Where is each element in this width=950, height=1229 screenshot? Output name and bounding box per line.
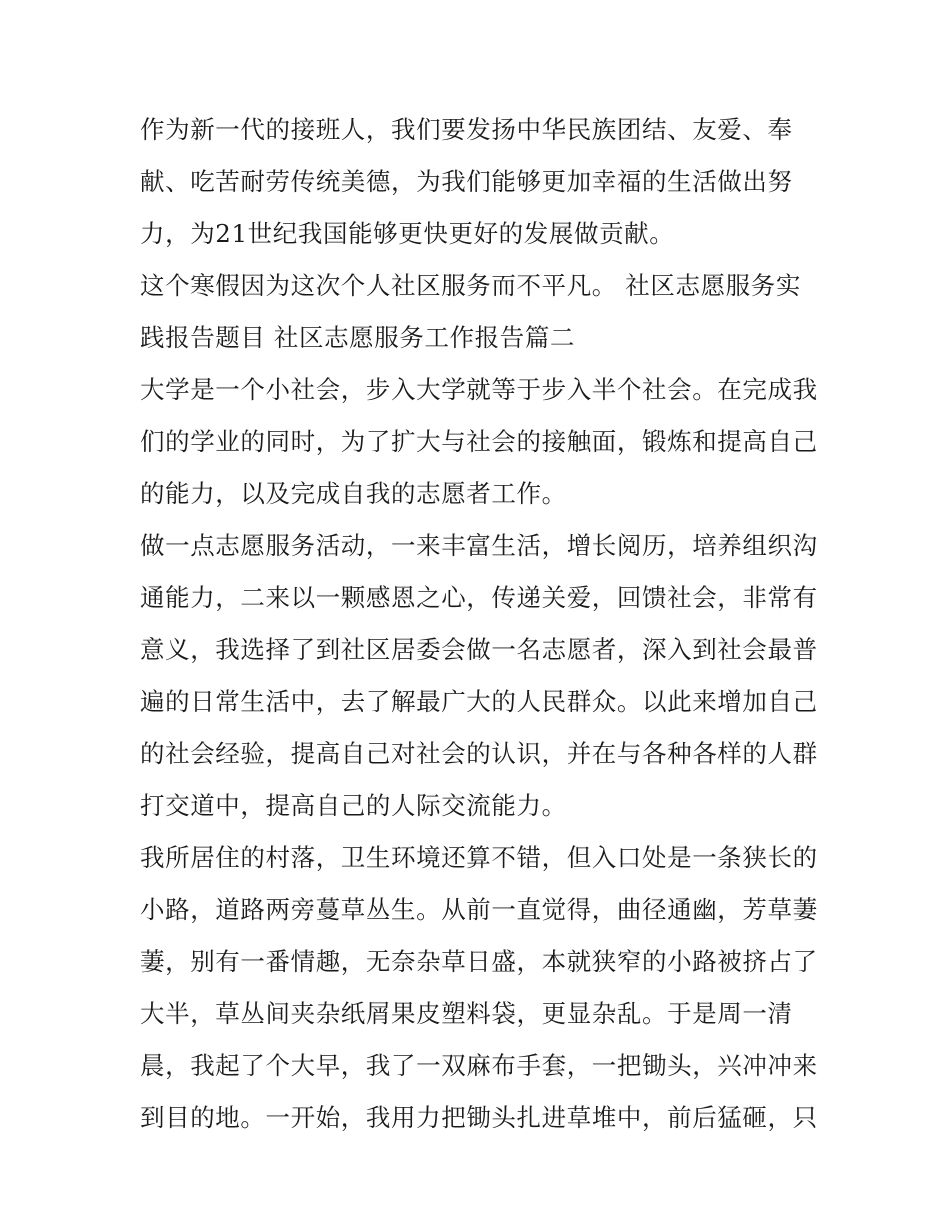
text-line: 的能力，以及完成自我的志愿者工作。 — [140, 479, 567, 508]
text-line: 这个寒假因为这次个人社区服务而不平凡。 社区志愿服务实 — [140, 271, 801, 300]
text-line: 打交道中，提高自己的人际交流能力。 — [140, 791, 567, 820]
text-line: 萋，别有一番情趣，无奈杂草日盛，本就狭窄的小路被挤占了 — [140, 947, 818, 976]
text-line: 献、吃苦耐劳传统美德，为我们能够更加幸福的生活做出努 — [140, 167, 793, 196]
text-line: 大半，草丛间夹杂纸屑果皮塑料袋，更显杂乱。于是周一清 — [140, 999, 793, 1028]
text-line: 作为新一代的接班人，我们要发扬中华民族团结、友爱、奉 — [140, 115, 793, 144]
document-body — [140, 104, 820, 1144]
text-line: 晨，我起了个大早，我了一双麻布手套，一把锄头，兴冲冲来 — [140, 1051, 818, 1080]
text-line: 遍的日常生活中，去了解最广大的人民群众。以此来增加自己 — [140, 687, 818, 716]
text-line: 我所居住的村落，卫生环境还算不错，但入口处是一条狭长的 — [140, 843, 818, 872]
text-line: 践报告题目 社区志愿服务工作报告篇二 — [140, 323, 576, 352]
text-line: 们的学业的同时，为了扩大与社会的接触面，锻炼和提高自己 — [140, 427, 818, 456]
text-line: 大学是一个小社会，步入大学就等于步入半个社会。在完成我 — [140, 375, 818, 404]
text-line: 小路，道路两旁蔓草丛生。从前一直觉得，曲径通幽，芳草萋 — [140, 895, 818, 924]
text-line: 到目的地。一开始，我用力把锄头扎进草堆中，前后猛砸，只 — [140, 1103, 818, 1132]
text-line: 力，为21世纪我国能够更快更好的发展做贡献。 — [140, 219, 675, 248]
text-line: 意义，我选择了到社区居委会做一名志愿者，深入到社会最普 — [140, 635, 818, 664]
text-line: 的社会经验，提高自己对社会的认识，并在与各种各样的人群 — [140, 739, 818, 768]
text-line: 通能力，二来以一颗感恩之心，传递关爱，回馈社会，非常有 — [140, 583, 818, 612]
text-line: 做一点志愿服务活动，一来丰富生活，增长阅历，培养组织沟 — [140, 531, 818, 560]
